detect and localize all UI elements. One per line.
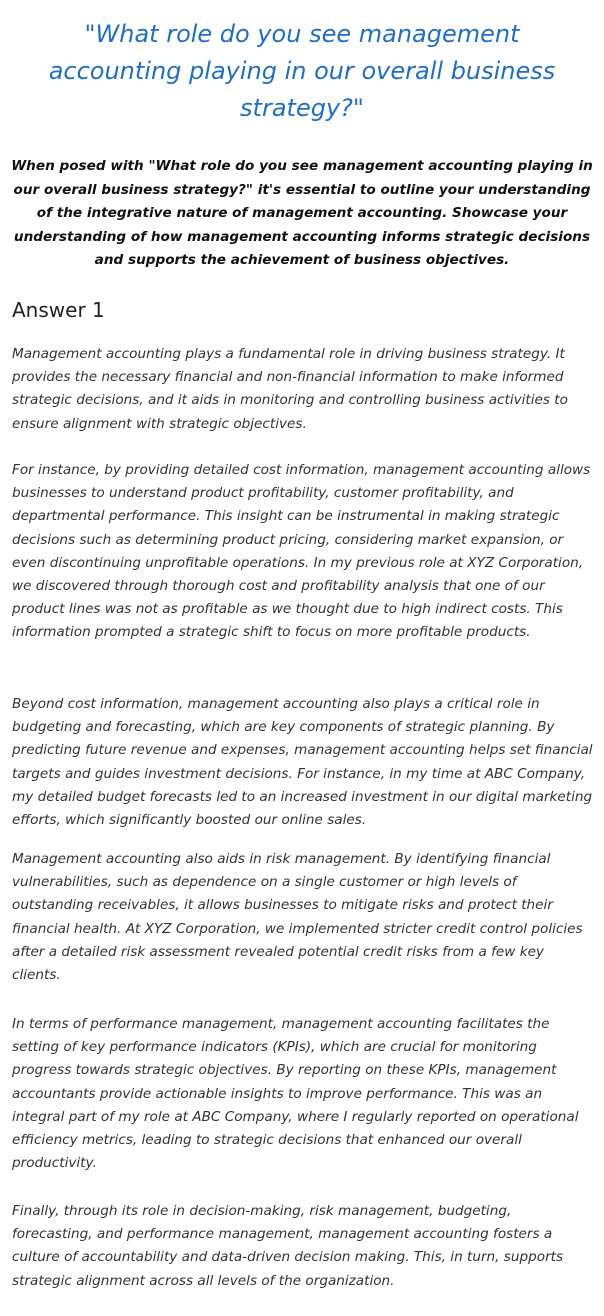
question-title: "What role do you see management accounting playing in our overall business strategy?" — [48, 20, 556, 122]
answer-paragraph-2: For instance, by providing detailed cost information, management accounting allows businesses to understand product profitability, customer profitability, and departmental performance. This insight can be instrumental in making strategic decisions such as determining product pricing, considering market expansion, or even discontinuing unprofitable operations. In my previous role at XYZ Corporation, we discovered through thorough cost and profitability analysis that one of our product lines was not as profitable as we thought due to high indirect costs. This information prompted a strategic shift to focus on more profitable products. — [12, 462, 591, 641]
answer-heading: Answer 1 — [12, 298, 105, 322]
answer-paragraph-3: Beyond cost information, management accounting also plays a critical role in budgeting and forecasting, which are key components of strategic planning. By predicting future revenue and expenses, management accounting helps set financial targets and guides investment decisions. For instance, in my time at ABC Company, my detailed budget forecasts led to an increased investment in our digital marketing efforts, which significantly boosted our online sales. — [12, 696, 593, 829]
question-intro: When posed with "What role do you see management accounting playing in our overall business strategy?" it's essential to outline your understanding of the integrative nature of management accounting. Showcase your understanding of how management accounting informs strategic decisions and supports the achievement of business objectives. — [11, 158, 593, 268]
answer-paragraph-6: Finally, through its role in decision-making, risk management, budgeting, forecasting, and performance management, management accounting fosters a culture of accountability and data-driven decision making. This, in turn, supports strategic alignment across all levels of the organization. — [12, 1203, 564, 1289]
answer-paragraph-4: Management accounting also aids in risk management. By identifying financial vulnerabilities, such as dependence on a single customer or high levels of outstanding receivables, it allows businesses to mitigate risks and protect their financial health. At XYZ Corporation, we implemented stricter credit control policies after a detailed risk assessment revealed potential credit risks from a few key clients. — [12, 851, 583, 984]
answer-paragraph-1: Management accounting plays a fundamental role in driving business strategy. It provides the necessary financial and non-financial information to make informed strategic decisions, and it aids in monitoring and controlling business activities to ensure alignment with strategic objectives. — [12, 346, 568, 432]
answer-paragraph-5: In terms of performance management, management accounting facilitates the setting of key performance indicators (KPIs), which are crucial for monitoring progress towards strategic objectives. By reporting on these KPIs, management accountants provide actionable insights to improve performance. This was an integral part of my role at ABC Company, where I regularly reported on operational efficiency metrics, leading to strategic decisions that enhanced our overall productivity. — [12, 1016, 579, 1172]
